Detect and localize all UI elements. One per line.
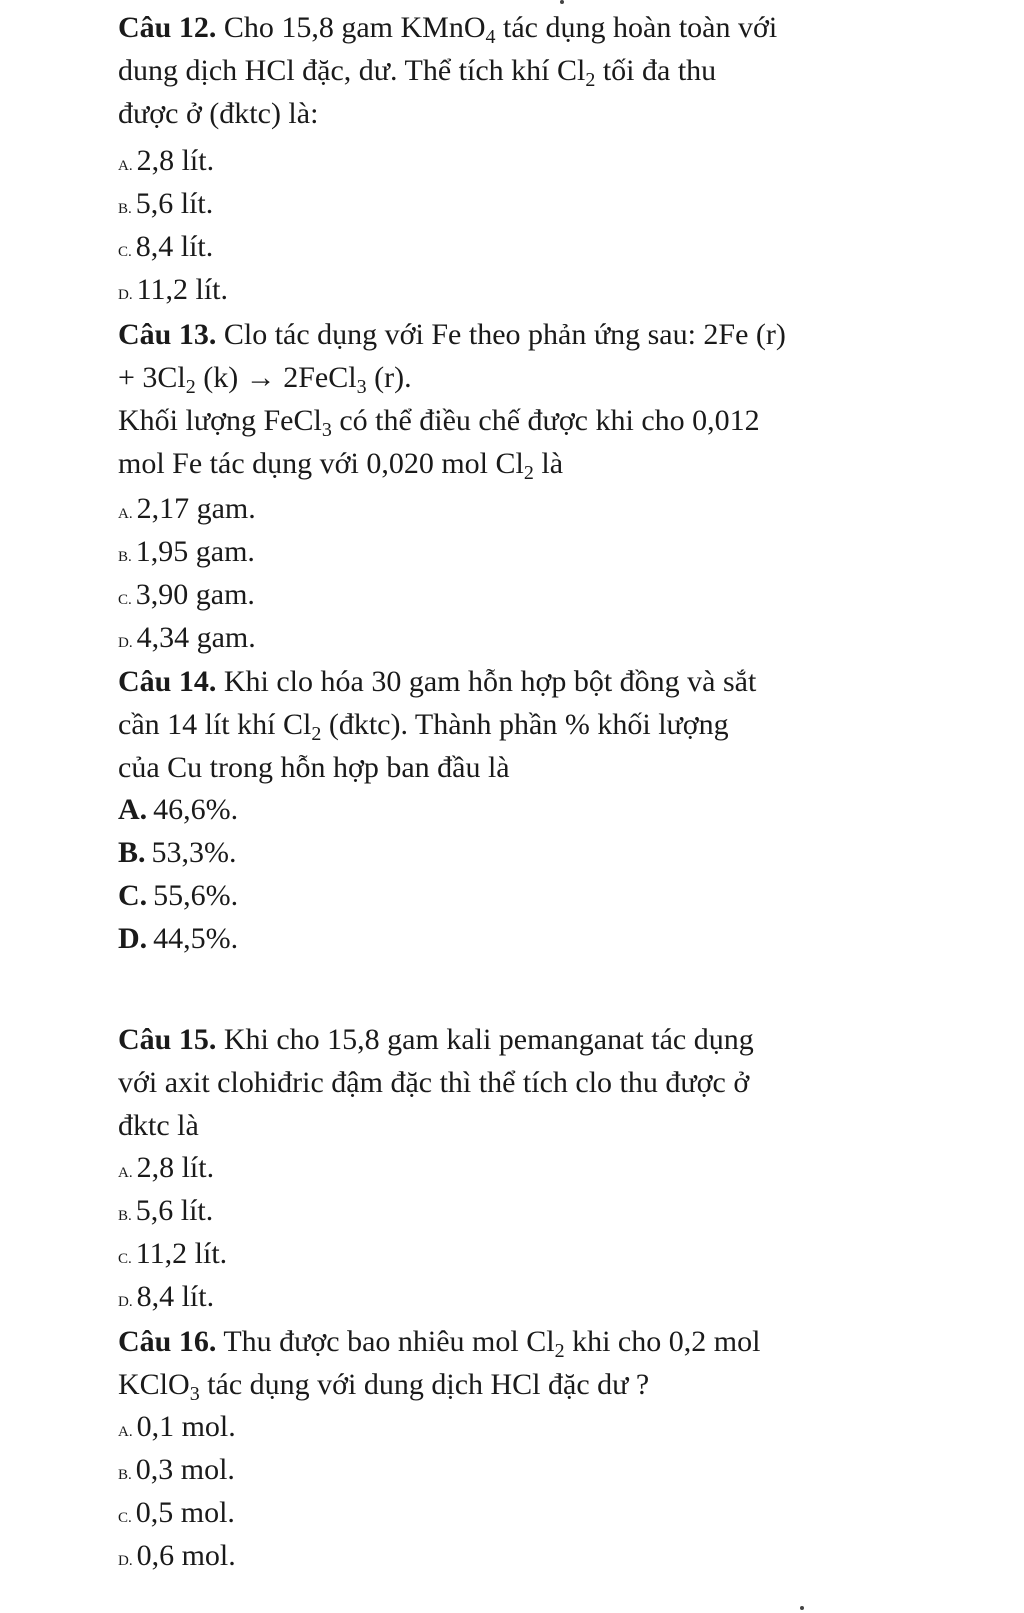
question-title: Câu 14. (118, 665, 217, 698)
question-title: Câu 16. (118, 1325, 217, 1358)
question-title: Câu 15. (118, 1023, 217, 1056)
answer-option[interactable] (118, 616, 256, 659)
scan-speck (800, 1606, 804, 1610)
option-letter: B. (118, 549, 132, 565)
option-text: 11,2 lít. (135, 1237, 228, 1270)
answer-option[interactable] (118, 1491, 235, 1534)
option-text: 46,6%. (153, 793, 239, 826)
option-text: 1,95 gam. (135, 535, 255, 568)
option-text: 11,2 lít. (136, 273, 228, 306)
question-14 (118, 660, 908, 789)
option-text: 53,3%. (151, 836, 237, 869)
option-letter: C. (118, 879, 148, 912)
question-13 (118, 313, 908, 485)
answer-option[interactable] (118, 1405, 236, 1448)
option-text: 8,4 lít. (136, 1280, 215, 1313)
question-line: của Cu trong hỗn hợp ban đầu là (118, 751, 510, 784)
answer-option[interactable] (118, 182, 213, 225)
answer-option[interactable] (118, 139, 214, 182)
answer-option[interactable] (118, 225, 213, 268)
option-letter: A. (118, 793, 148, 826)
option-text: 5,6 lít. (135, 1194, 214, 1227)
option-letter: A. (118, 506, 133, 522)
option-letter: B. (118, 836, 146, 869)
option-letter: A. (118, 1165, 133, 1181)
option-text: 5,6 lít. (135, 187, 214, 220)
question-16 (118, 1320, 908, 1406)
option-letter: D. (118, 1553, 133, 1569)
option-letter: B. (118, 1467, 132, 1483)
option-text: 0,3 mol. (135, 1453, 235, 1486)
answer-option[interactable] (118, 1448, 235, 1491)
answer-option[interactable] (118, 530, 255, 573)
option-letter: A. (118, 158, 133, 174)
option-letter: D. (118, 922, 148, 955)
option-letter: D. (118, 287, 133, 303)
option-letter: B. (118, 1208, 132, 1224)
option-text: 55,6%. (153, 879, 239, 912)
option-text: 2,17 gam. (136, 492, 256, 525)
question-line: Câu 14. Khi clo hóa 30 gam hỗn hợp bột đồng và sắt (118, 665, 757, 698)
question-line: đktc là (118, 1109, 199, 1142)
answer-option[interactable] (118, 1275, 214, 1318)
question-title: Câu 13. (118, 318, 217, 351)
answer-option[interactable] (118, 1534, 236, 1577)
question-line: mol Fe tác dụng với 0,020 mol $Cl_2$ là (118, 447, 564, 484)
option-letter: B. (118, 201, 132, 217)
option-text: 8,4 lít. (135, 230, 214, 263)
answer-option[interactable] (118, 1232, 227, 1275)
option-text: 3,90 gam. (135, 578, 255, 611)
question-line: với axit clohiđric đậm đặc thì thể tích clo thu được ở (118, 1066, 750, 1099)
option-text: 0,6 mol. (136, 1539, 236, 1572)
scan-speck (560, 0, 564, 4)
option-letter: D. (118, 1294, 133, 1310)
option-letter: C. (118, 1510, 132, 1526)
answer-option[interactable] (118, 917, 238, 960)
answer-option[interactable] (118, 1189, 213, 1232)
question-line: dung dịch HCl đặc, dư. Thể tích khí $Cl_2$ tối đa thu (118, 54, 717, 91)
option-text: 44,5%. (153, 922, 239, 955)
question-line: + $3Cl_2$ (k) → 2FeCl$_3$ (r). (118, 361, 412, 398)
answer-option[interactable] (118, 268, 228, 311)
option-letter: C. (118, 244, 132, 260)
question-title: Câu 12. (118, 11, 217, 44)
option-text: 2,8 lít. (136, 144, 215, 177)
option-letter: D. (118, 635, 133, 651)
answer-option[interactable] (118, 874, 238, 917)
question-line: Câu 15. Khi cho 15,8 gam kali pemanganat tác dụng (118, 1023, 754, 1056)
question-line: cần 14 lít khí $Cl_2$ (đktc). Thành phần % khối lượng (118, 708, 729, 745)
question-line: được ở (đktc) là: (118, 97, 319, 130)
question-line: Câu 12. Cho 15,8 gam KMnO$_4$ tác dụng hoàn toàn với (118, 11, 778, 48)
option-text: 0,5 mol. (135, 1496, 235, 1529)
answer-option[interactable] (118, 831, 237, 874)
question-line: KClO$_3$ tác dụng với dung dịch HCl đặc dư ? (118, 1368, 650, 1405)
option-text: 4,34 gam. (136, 621, 256, 654)
option-text: 2,8 lít. (136, 1151, 215, 1184)
question-line: Câu 16. Thu được bao nhiêu mol $Cl_2$ khi cho 0,2 mol (118, 1325, 761, 1362)
answer-option[interactable] (118, 788, 238, 831)
question-12 (118, 6, 908, 135)
answer-option[interactable] (118, 1146, 214, 1189)
option-letter: A. (118, 1424, 133, 1440)
answer-option[interactable] (118, 573, 255, 616)
option-text: 0,1 mol. (136, 1410, 236, 1443)
answer-option[interactable] (118, 487, 256, 530)
question-15 (118, 1018, 908, 1147)
option-letter: C. (118, 592, 132, 608)
question-line: Khối lượng FeCl$_3$ có thể điều chế được khi cho 0,012 (118, 404, 760, 441)
option-letter: C. (118, 1251, 132, 1267)
question-line: Câu 13. Clo tác dụng với Fe theo phản ứng sau: 2Fe (r) (118, 318, 786, 351)
